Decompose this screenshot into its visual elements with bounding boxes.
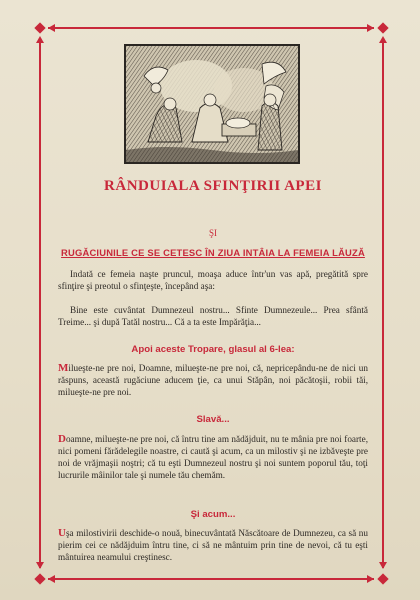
- drop-initial: U: [58, 527, 66, 539]
- frame-corner-ornament-icon: [377, 22, 388, 33]
- page-subtitle: RUGĂCIUNILE CE SE CETESC ÎN ZIUA INTÂIA LA FEMEIA LĂUZĂ: [61, 247, 365, 258]
- drop-initial: M: [58, 362, 69, 374]
- arrow-left-icon: [48, 24, 55, 32]
- troparion-miluieste: [58, 362, 368, 398]
- arrow-up-icon: [379, 36, 387, 43]
- bine-paragraph: Bine este cuvântat Dumnezeul nostru... Sfinte Dumnezeule... Prea sfântă Treime... şi după Tatăl nostru... Că a ta este Impărăţia...: [58, 305, 368, 327]
- page-title: RÂNDUIALA SFINŢIRII APEI: [104, 178, 322, 194]
- frame-corner-ornament-icon: [34, 573, 45, 584]
- troparion-text: şa milostivirii deschide-o nouă, binecuvântată Născătoare de Dumnezeu, ca să nu pierim cei ce nădăjduim întru tine, ci să ne mântuim prin tine de nevoi, că tu eşti mântuirea neamului creştinesc.: [58, 528, 368, 562]
- arrow-right-icon: [367, 575, 374, 583]
- arrow-left-icon: [48, 575, 55, 583]
- troparion-doamne: [58, 433, 368, 481]
- frame-right-line: [382, 38, 384, 568]
- arrow-right-icon: [367, 24, 374, 32]
- frame-bottom-line: [48, 578, 374, 580]
- conjunction-si: ŞI: [208, 228, 217, 238]
- heading-si-acum: Şi acum...: [190, 509, 236, 520]
- arrow-down-icon: [36, 562, 44, 569]
- frame-corner-ornament-icon: [377, 573, 388, 584]
- nativity-engraving-icon: [124, 44, 300, 164]
- troparion-usa: [58, 527, 368, 563]
- troparion-text: ilueşte-ne pre noi, Doamne, milueşte-ne pre noi, că, nepricepându-ne de nici un răspuns, această rugăciune aducem ţie, ca unui Stăpân, noi păcătoşii, robii tăi, milueşte-ne pre noi.: [58, 363, 368, 397]
- troparion-text: oamne, milueşte-ne pre noi, că întru tine am nădăjduit, nu te mânia pre noi foarte, nici pomeni fărădelegile noastre, ci caută şi acum, ca un milostiv şi ne izbăveşte pre noi de vrăjmaşii noştri; că tu eşti Dumnezeul nostru şi noi suntem poporul tău, toţi lucrurile mâinilor tale şi numele tău chemăm.: [58, 434, 368, 480]
- heading-slava: Slavă...: [196, 414, 230, 425]
- frame-top-line: [48, 27, 374, 29]
- frame-corner-ornament-icon: [34, 22, 45, 33]
- frame-left-line: [39, 38, 41, 568]
- arrow-up-icon: [36, 36, 44, 43]
- intro-paragraph: Indată ce femeia naşte pruncul, moaşa aduce într'un vas apă, pregătită spre sfinţire şi preotul o sfinţeşte, începând aşa:: [58, 269, 368, 291]
- drop-initial: D: [58, 433, 66, 445]
- heading-tropare: Apoi aceste Tropare, glasul al 6-lea:: [131, 344, 295, 355]
- arrow-down-icon: [379, 562, 387, 569]
